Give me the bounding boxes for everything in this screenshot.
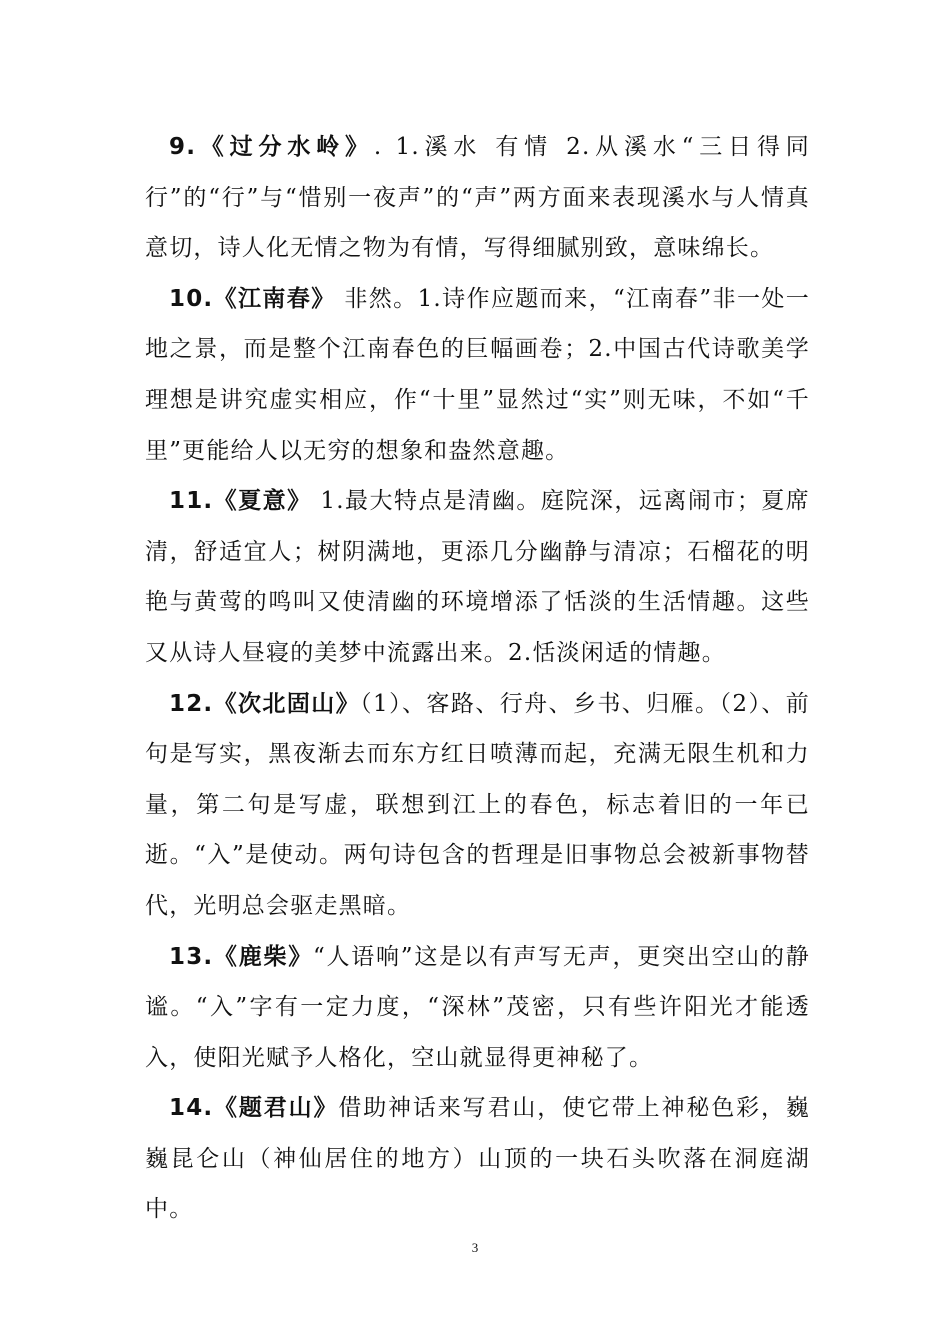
entry-text: 借助神话来写君山，使它带上神秘色彩，巍巍昆仑山（神仙居住的地方）山顶的一块石头吹落在洞庭湖中。 (145, 1095, 810, 1223)
entry-number: 14. (169, 1095, 214, 1122)
entry-text: “人语响”这是以有声写无声，更突出空山的静谧。“入”字有一定力度，“深林”茂密，只有些许阳光才能透入，使阳光赋予人格化，空山就显得更神秘了。 (145, 943, 810, 1071)
answer-entry-12 (145, 679, 810, 932)
entry-text: 非然。1.诗作应题而来，“江南春”非一处一地之景，而是整个江南春色的巨幅画卷；2.中国古代诗歌美学理想是讲究虚实相应，作“十里”显然过“实”则无味，不如“千里”更能给人以无穷的想象和盎然意趣。 (145, 285, 810, 464)
poem-title: 《鹿柴》 (213, 943, 313, 970)
poem-title: 《江南春》 (213, 285, 336, 312)
entry-number: 13. (169, 943, 214, 970)
poem-title: 《夏意》 (213, 488, 312, 515)
poem-title: 《次北固山》 (213, 690, 361, 717)
entry-text: . 1.溪水 有情 2.从溪水“三日得同行”的“行”与“惜别一夜声”的“声”两方面来表现溪水与人情真意切，诗人化无情之物为有情，写得细腻别致，意味绵长。 (145, 134, 810, 262)
entry-text: 1.最大特点是清幽。庭院深，远离闹市；夏席清，舒适宜人；树阴满地，更添几分幽静与清凉；石榴花的明艳与黄莺的鸣叫又使清幽的环境增添了恬淡的生活情趣。这些又从诗人昼寝的美梦中流露出来。2.恬淡闲适的情趣。 (145, 488, 810, 666)
page-number: 3 (471, 1240, 479, 1255)
entry-number: 9. (169, 134, 197, 160)
entry-number: 10. (169, 285, 214, 312)
entry-text: （1）、客路、行舟、乡书、归雁。（2）、前句是写实，黑夜渐去而东方红日喷薄而起，充满无限生机和力量，第二句是写虚，联想到江上的春色，标志着旧的一年已逝。“入”是使动。两句诗包含的哲理是旧事物总会被新事物替代，光明总会驱走黑暗。 (145, 690, 810, 919)
answer-entry-9 (145, 122, 810, 274)
answer-entry-10 (145, 274, 810, 476)
answer-entry-13 (145, 932, 810, 1084)
entry-number: 12. (169, 690, 214, 717)
answer-list (145, 122, 810, 1235)
entry-number: 11. (169, 488, 214, 515)
answer-entry-11 (145, 476, 810, 678)
poem-title: 《题君山》 (213, 1095, 339, 1122)
poem-title: 《过分水岭》 (196, 134, 374, 160)
answer-entry-14 (145, 1083, 810, 1235)
